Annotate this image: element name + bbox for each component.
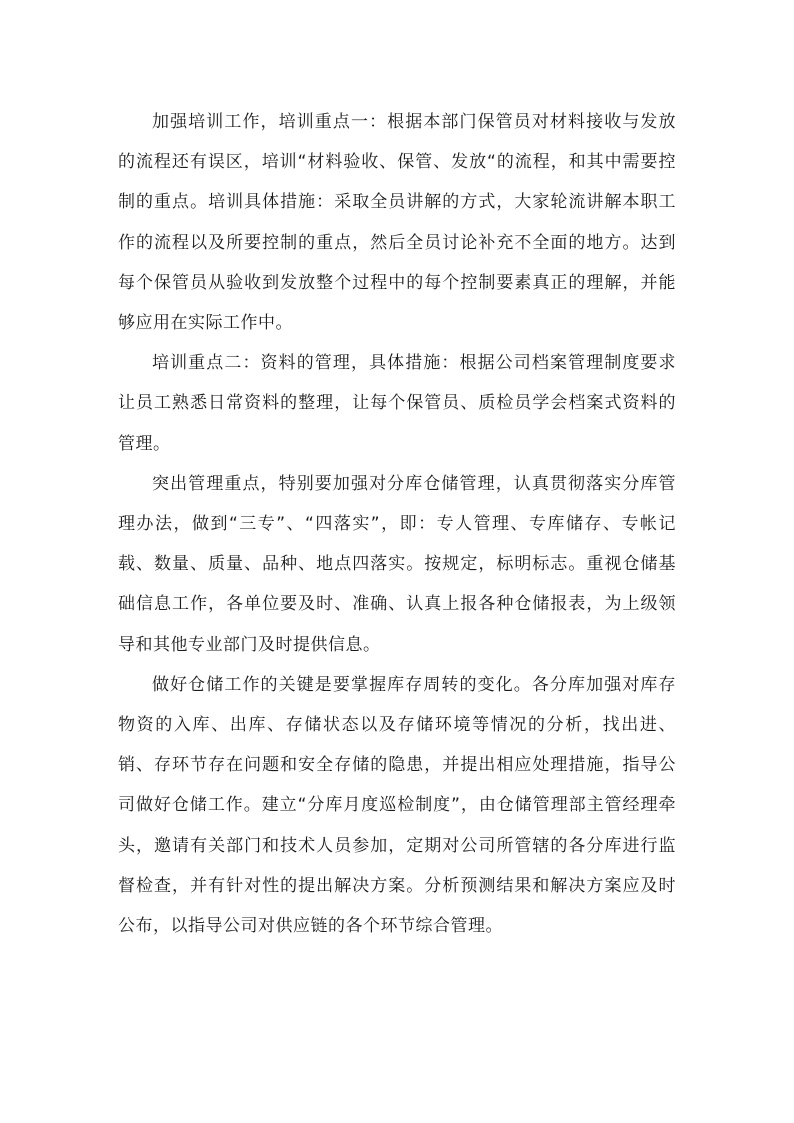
document-body [118,102,676,946]
paragraph-training-focus-two: 培训重点二：资料的管理，具体措施：根据公司档案管理制度要求让员工熟悉日常资料的整理，让每个保管员、质检员学会档案式资料的管理。 [118,353,676,454]
paragraph-warehouse-work: 做好仓储工作的关键是要掌握库存周转的变化。各分库加强对库存物资的入库、出库、存储状态以及存储环境等情况的分析，找出进、销、存环节存在问题和安全存储的隐患，并提出相应处理措施，指导公司做好仓储工作。建立“分库月度巡检制度”，由仓储管理部主管经理牵头，邀请有关部门和技术人员参加，定期对公司所管辖的各分库进行监督检查，并有针对性的提出解决方案。分析预测结果和解决方案应及时公布，以指导公司对供应链的各个环节综合管理。 [118,674,676,937]
paragraph-training-focus-one: 加强培训工作，培训重点一：根据本部门保管员对材料接收与发放的流程还有误区，培训“材料验收、保管、发放“的流程，和其中需要控制的重点。培训具体措施：采取全员讲解的方式，大家轮流讲解本职工作的流程以及所要控制的重点，然后全员讨论补充不全面的地方。达到每个保管员从验收到发放整个过程中的每个控制要素真正的理解，并能够应用在实际工作中。 [118,112,676,334]
paragraph-management-focus: 突出管理重点，特别要加强对分库仓储管理，认真贯彻落实分库管理办法，做到“三专”、“四落实”，即：专人管理、专库储存、专帐记载、数量、质量、品种、地点四落实。按规定，标明标志。重视仓储基础信息工作，各单位要及时、准确、认真上报各种仓储报表，为上级领导和其他专业部门及时提供信息。 [118,473,676,655]
